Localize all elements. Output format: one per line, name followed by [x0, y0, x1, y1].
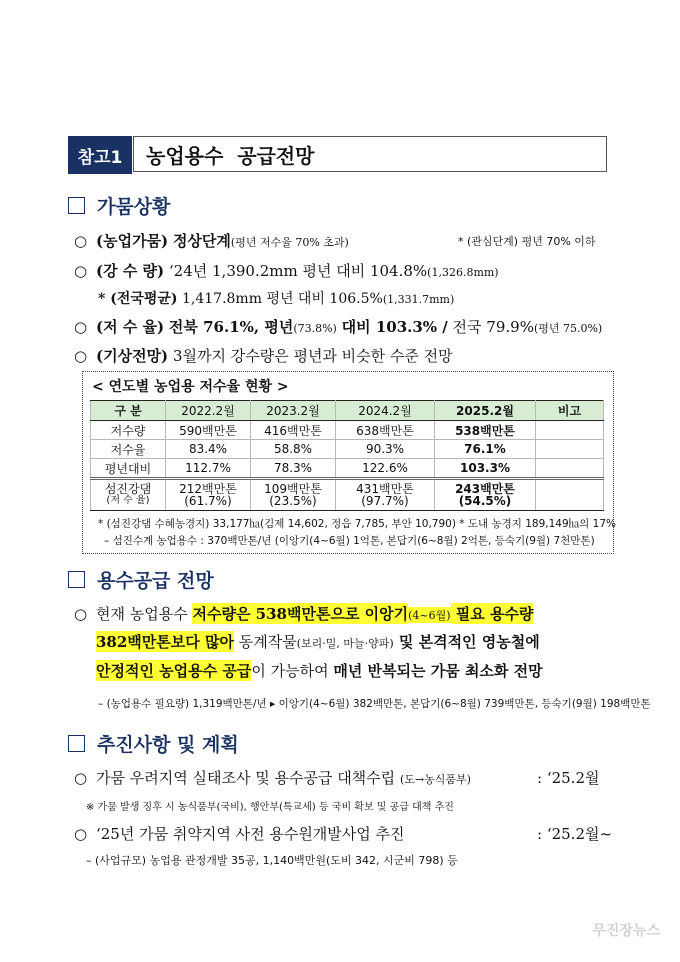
item-national-avg [98, 288, 454, 308]
circle-bullet-icon: ○ [74, 262, 88, 280]
section-title: 용수공급 전망 [97, 570, 214, 592]
item-paren: (1,326.8mm) [427, 266, 499, 279]
item-aside: * (관심단계) 평년 70% 이하 [458, 235, 596, 248]
table-cell: 저수율 [91, 440, 166, 459]
table-cell: 538백만톤 [435, 421, 536, 440]
table-note-1: * (섬진강댐 수혜농경지) 33,177㏊(김제 14,602, 정읍 7,785, 부안 10,790) * 도내 농경지 189,149㏊의 17% [98, 518, 616, 530]
reference-tag: 참고1 [68, 136, 132, 174]
cell-line: 109백만톤 [264, 482, 322, 496]
table-cell [536, 421, 604, 440]
table-title: < 연도별 농업용 저수율 현황 > [92, 379, 289, 395]
cell-line: 212백만톤 [179, 482, 237, 496]
supply-para-line-2 [96, 631, 540, 652]
section-drought-status [68, 192, 170, 219]
table-cell [166, 479, 251, 511]
table-header: 2024.2월 [336, 401, 435, 421]
plan-text: ‘25년 가뭄 취약지역 사전 용수원개발사업 추진 [96, 825, 405, 843]
item-label: * (전국평균) [98, 291, 178, 307]
plan-item-2-note: – (사업규모) 농업용 관정개발 35공, 1,140백만원(도비 342, 시군비 798) 등 [86, 854, 458, 867]
plan-item-1-note: ※ 가뭄 발생 징후 시 농식품부(국비), 행안부(특교세) 등 국비 확보 및 공급 대책 추진 [86, 802, 454, 813]
table-header: 구 분 [91, 401, 166, 421]
table-header: 비고 [536, 401, 604, 421]
table-row-seomjin-dam [91, 479, 604, 511]
table-note-2: – 섬진수계 농업용수 : 370백만톤/년 (이앙기(4~6월) 1억톤, 본답기(6~8월) 2억톤, 등숙기(9월) 7천만톤) [104, 535, 595, 547]
cell-line: (23.5%) [269, 494, 317, 508]
item-label: (저 수 율) [96, 318, 165, 336]
section-title: 추진사항 및 계획 [97, 734, 239, 756]
highlight-text: (4~6월) [408, 609, 451, 622]
item-label: (강 수 량) [96, 262, 165, 280]
section-title: 가뭄상황 [97, 196, 171, 218]
item-paren: (73.8%) [293, 322, 337, 335]
plan-paren: (도→농식품부) [399, 773, 471, 786]
plan-item-2-date: : ‘25.2월~ [537, 825, 613, 843]
item-text: ‘24년 1,390.2mm 평년 대비 104.8% [168, 262, 428, 280]
table-header: 2025.2월 [435, 401, 536, 421]
checkbox-icon [68, 735, 85, 752]
circle-bullet-icon: ○ [74, 318, 88, 336]
highlight-text: 안정적인 농업용수 공급 [96, 662, 252, 680]
item-paren: (평년 75.0%) [533, 322, 603, 335]
item-paren: (1,331.7mm) [382, 293, 455, 306]
para-text: 현재 농업용수 [96, 605, 193, 623]
table-cell: 638백만톤 [336, 421, 435, 440]
item-agri-drought [74, 230, 349, 251]
highlight-text: 필요 용수량 [450, 605, 534, 623]
table-cell [91, 479, 166, 511]
cell-line: (61.7%) [184, 494, 232, 508]
circle-bullet-icon: ○ [74, 769, 88, 787]
plan-item-2 [74, 823, 405, 844]
item-text: 1,417.8mm 평년 대비 106.5% [182, 291, 383, 307]
table-cell [336, 479, 435, 511]
item-label: (농업가뭄) [96, 232, 169, 250]
cell-line: (97.7%) [361, 494, 409, 508]
page-title-text: 농업용수 공급전망 [146, 143, 315, 168]
supply-para-line-3 [96, 660, 543, 681]
checkbox-icon [68, 197, 85, 214]
highlight-text: 저수량은 538백만톤으로 이앙기 [192, 605, 409, 623]
table-row [91, 459, 604, 479]
item-text: 대비 103.3% / [341, 318, 448, 336]
table-cell: 416백만톤 [251, 421, 336, 440]
para-text: (보리·밀, 마늘·양파) [296, 637, 394, 650]
watermark-logo: 무진장뉴스 [592, 923, 660, 939]
table-cell: 83.4% [166, 440, 251, 459]
table-cell [536, 459, 604, 479]
plan-text: 가뭄 우려지역 실태조사 및 용수공급 대책수립 [96, 769, 396, 787]
table-cell: 90.3% [336, 440, 435, 459]
table-cell: 저수량 [91, 421, 166, 440]
table-cell: 112.7% [166, 459, 251, 479]
supply-para-line-1 [74, 603, 533, 624]
page-title [133, 136, 607, 172]
supply-note: – (농업용수 필요량) 1,319백만톤/년 ▸ 이앙기(4~6월) 382백만톤, 본답기(6~8월) 739백만톤, 등숙기(9월) 198백만톤 [98, 698, 651, 710]
cell-line: 섬진강댐 [104, 482, 152, 496]
table-cell: 103.3% [435, 459, 536, 479]
cell-line: 243백만톤 [455, 482, 515, 496]
para-text: 및 본격적인 영농철에 [393, 633, 540, 651]
circle-bullet-icon: ○ [74, 232, 88, 250]
table-header-row [91, 401, 604, 421]
table-cell [251, 479, 336, 511]
item-value: 정상단계 [172, 232, 231, 250]
section-water-supply [68, 566, 214, 593]
storage-table [90, 400, 604, 511]
table-cell: 122.6% [336, 459, 435, 479]
table-header: 2023.2월 [251, 401, 336, 421]
table-cell: 76.1% [435, 440, 536, 459]
section-plan [68, 730, 239, 757]
table-row [91, 421, 604, 440]
item-rainfall [74, 260, 499, 281]
table-cell [536, 479, 604, 511]
cell-line: 431백만톤 [356, 482, 414, 496]
item-storage-rate [74, 316, 602, 337]
table-row [91, 440, 604, 459]
item-paren: (평년 저수율 70% 초과) [230, 236, 349, 249]
item-text: 3월까지 강수량은 평년과 비슷한 수준 전망 [172, 347, 453, 365]
table-cell: 58.8% [251, 440, 336, 459]
circle-bullet-icon: ○ [74, 347, 88, 365]
plan-item-1-date: : ‘25.2월 [537, 769, 600, 787]
item-weather-outlook [74, 345, 453, 366]
para-text: 이 가능하여 [251, 662, 334, 680]
table-header: 2022.2월 [166, 401, 251, 421]
table-cell [536, 440, 604, 459]
highlight-text: 382백만톤보다 많아 [96, 633, 234, 651]
item-text: 전북 76.1%, 평년 [168, 318, 294, 336]
cell-line: (저 수 율) [106, 495, 150, 506]
para-text: 동계작물 [233, 633, 297, 651]
checkbox-icon [68, 571, 85, 588]
table-cell [435, 479, 536, 511]
cell-line: (54.5%) [458, 494, 512, 508]
circle-bullet-icon: ○ [74, 605, 88, 623]
table-cell: 평년대비 [91, 459, 166, 479]
para-text: 매년 반복되는 가뭄 최소화 전망 [333, 662, 543, 680]
plan-item-1 [74, 767, 471, 788]
circle-bullet-icon: ○ [74, 825, 88, 843]
table-cell: 590백만톤 [166, 421, 251, 440]
item-text: 전국 79.9% [452, 318, 534, 336]
table-cell: 78.3% [251, 459, 336, 479]
item-label: (기상전망) [96, 347, 169, 365]
